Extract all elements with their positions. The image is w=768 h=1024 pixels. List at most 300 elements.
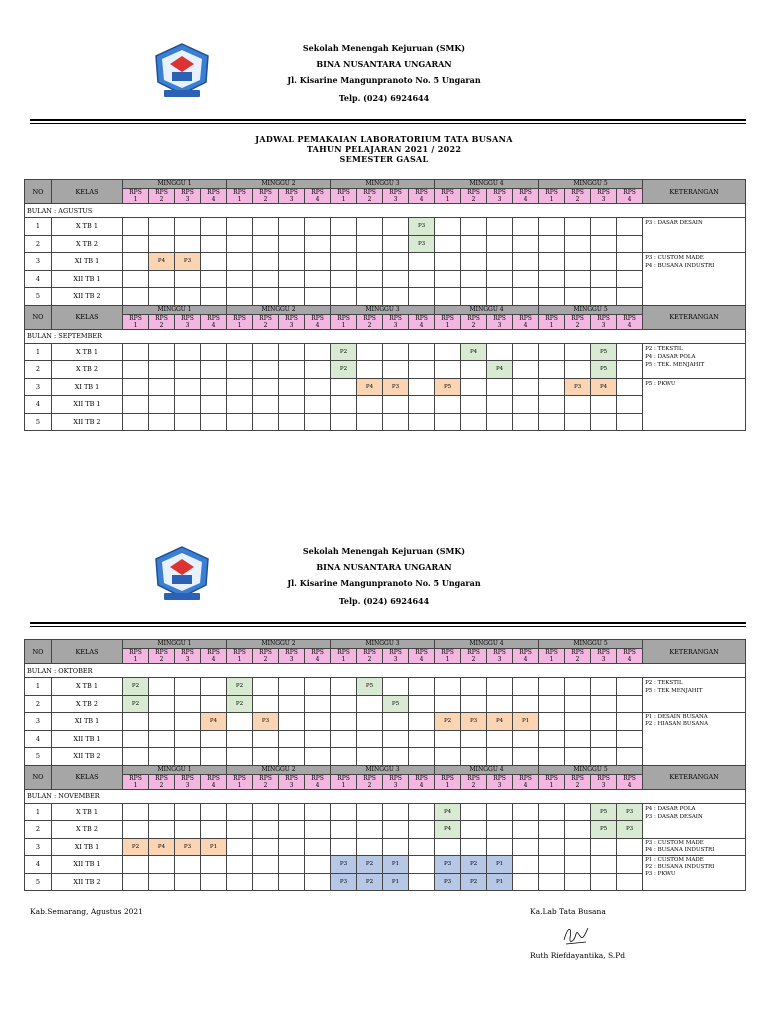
week-header: MINGGU 4 [435, 765, 539, 774]
table-row [25, 235, 746, 253]
class-name: XII TB 2 [52, 748, 123, 766]
schedule-cell [409, 803, 435, 821]
schedule-cell [565, 235, 591, 253]
col-no-header: NO [25, 640, 52, 664]
table-row [25, 713, 746, 731]
rps-number: 3 [497, 196, 502, 203]
schedule-cell-filled: P5 [435, 378, 461, 396]
schedule-cell [149, 821, 175, 839]
schedule-cell [461, 748, 487, 766]
rps-label: RPS [519, 774, 532, 782]
schedule-cell [461, 270, 487, 288]
schedule-cell [305, 378, 331, 396]
schedule-cell [175, 343, 201, 361]
rps-number: 2 [159, 656, 164, 663]
schedule-cell [253, 361, 279, 379]
row-number: 2 [25, 361, 52, 379]
schedule-cell [565, 288, 591, 306]
schedule-cell [409, 821, 435, 839]
rps-number: 1 [341, 321, 346, 329]
schedule-cell-filled: P4 [149, 838, 175, 856]
schedule-cell [201, 695, 227, 713]
rps-number: 4 [315, 656, 320, 663]
table-row [25, 803, 746, 821]
schedule-cell [357, 235, 383, 253]
schedule-cell [383, 730, 409, 748]
schedule-cell [617, 288, 643, 306]
schedule-cell-filled: P3 [461, 713, 487, 731]
week-header: MINGGU 5 [539, 180, 643, 189]
rps-header [565, 649, 591, 664]
rps-number: 4 [315, 781, 320, 789]
schedule-cell [253, 343, 279, 361]
schedule-cell [149, 695, 175, 713]
schedule-cell [435, 730, 461, 748]
schedule-cell [175, 873, 201, 891]
schedule-cell [227, 838, 253, 856]
rps-number: 3 [601, 656, 606, 663]
header-row [25, 305, 746, 314]
schedule-cell [149, 396, 175, 414]
schedule-cell [409, 343, 435, 361]
schedule-cell [383, 288, 409, 306]
schedule-cell-filled: P4 [149, 253, 175, 271]
week-header: MINGGU 1 [123, 765, 227, 774]
month-row [25, 204, 746, 218]
rps-label: RPS [389, 649, 402, 656]
rps-label: RPS [233, 774, 246, 782]
schedule-cell [123, 873, 149, 891]
rps-header [617, 649, 643, 664]
schedule-cell-filled: P3 [617, 803, 643, 821]
rps-header [487, 774, 513, 789]
schedule-cell [175, 218, 201, 236]
rps-header [513, 649, 539, 664]
schedule-cell [539, 678, 565, 696]
rps-header [123, 649, 149, 664]
rps-label: RPS [259, 649, 272, 656]
rps-header [461, 314, 487, 329]
schedule-cell [487, 288, 513, 306]
row-number: 3 [25, 253, 52, 271]
schedule-cell [305, 856, 331, 874]
rps-label: RPS [597, 314, 610, 322]
schedule-cell [253, 873, 279, 891]
schedule-cell [149, 270, 175, 288]
letterhead-1 [0, 40, 768, 140]
schedule-cell [539, 803, 565, 821]
schedule-cell [461, 235, 487, 253]
row-number: 4 [25, 730, 52, 748]
schedule-cell [539, 396, 565, 414]
schedule-cell [591, 713, 617, 731]
schedule-cell [357, 288, 383, 306]
row-number: 4 [25, 856, 52, 874]
schedule-cell [253, 396, 279, 414]
schedule-cell [565, 803, 591, 821]
row-number: 1 [25, 218, 52, 236]
rps-number: 3 [393, 781, 398, 789]
rps-label: RPS [623, 314, 636, 322]
schedule-cell [487, 270, 513, 288]
schedule-cell-filled: P5 [383, 695, 409, 713]
schedule-cell [279, 288, 305, 306]
schedule-cell [617, 695, 643, 713]
schedule-cell [409, 873, 435, 891]
schedule-cell-filled: P4 [591, 378, 617, 396]
schedule-cell [227, 361, 253, 379]
table-row [25, 343, 746, 361]
schedule-cell [435, 748, 461, 766]
week-header: MINGGU 4 [435, 305, 539, 314]
rps-number: 2 [471, 656, 476, 663]
schedule-cell [357, 803, 383, 821]
schedule-cell [565, 821, 591, 839]
schedule-cell [227, 873, 253, 891]
schedule-cell [305, 396, 331, 414]
schedule-cell [305, 695, 331, 713]
schedule-cell [435, 218, 461, 236]
rps-header [331, 189, 357, 204]
rps-number: 2 [367, 196, 372, 203]
schedule-cell [253, 856, 279, 874]
rps-number: 4 [523, 196, 528, 203]
table-row [25, 856, 746, 874]
schedule-cell [357, 713, 383, 731]
rps-label: RPS [285, 649, 298, 656]
schedule-cell [539, 235, 565, 253]
schedule-cell [175, 695, 201, 713]
schedule-cell [227, 413, 253, 431]
rps-header [539, 189, 565, 204]
rps-label: RPS [493, 649, 506, 656]
page-title: JADWAL PEMAKAIAN LABORATORIUM TATA BUSANA [255, 134, 513, 144]
schedule-cell [383, 748, 409, 766]
schedule-cell-filled: P3 [409, 218, 435, 236]
note-line: P3 : CUSTOM MADE [645, 255, 704, 261]
schedule-cell [227, 288, 253, 306]
rps-header [123, 189, 149, 204]
schedule-cell [565, 361, 591, 379]
rps-number: 3 [393, 196, 398, 203]
page-subtitle: TAHUN PELAJARAN 2021 / 2022 [306, 144, 462, 154]
schedule-cell [461, 695, 487, 713]
schedule-cell [617, 873, 643, 891]
rps-header [149, 314, 175, 329]
schedule-cell [279, 378, 305, 396]
col-keterangan-header: KETERANGAN [643, 640, 746, 664]
schedule-cell [149, 218, 175, 236]
note-line: P1 : CUSTOM MADE [645, 857, 704, 863]
keterangan-note [643, 678, 746, 713]
schedule-cell [591, 838, 617, 856]
rps-header [591, 774, 617, 789]
schedule-cell [175, 730, 201, 748]
rps-number: 1 [237, 321, 242, 329]
rps-number: 2 [263, 656, 268, 663]
week-header: MINGGU 2 [227, 765, 331, 774]
schedule-cell [123, 748, 149, 766]
schedule-cell [279, 218, 305, 236]
schedule-cell [227, 748, 253, 766]
rps-number: 1 [341, 656, 346, 663]
schedule-cell [279, 838, 305, 856]
class-name: XI TB 1 [52, 253, 123, 271]
keterangan-note [643, 378, 746, 431]
schedule-cell [565, 270, 591, 288]
schedule-cell [591, 748, 617, 766]
table-row [25, 253, 746, 271]
schedule-cell-filled: P3 [617, 821, 643, 839]
rps-label: RPS [285, 314, 298, 322]
rps-header [591, 649, 617, 664]
schedule-cell [279, 235, 305, 253]
rps-number: 1 [133, 781, 138, 789]
schedule-cell [123, 730, 149, 748]
schedule-cell [201, 678, 227, 696]
schedule-cell [617, 218, 643, 236]
schedule-cell [383, 413, 409, 431]
schedule-cell [513, 678, 539, 696]
schedule-cell [539, 713, 565, 731]
schedule-cell [253, 821, 279, 839]
schedule-cell-filled: P1 [383, 873, 409, 891]
schedule-cell [123, 713, 149, 731]
rps-header [357, 314, 383, 329]
schedule-cell [149, 730, 175, 748]
schedule-cell [409, 396, 435, 414]
rps-header [461, 774, 487, 789]
rps-header [253, 314, 279, 329]
header-row [25, 774, 746, 789]
schedule-cell [357, 821, 383, 839]
table-row [25, 730, 746, 748]
schedule-cell [461, 730, 487, 748]
class-name: X TB 1 [52, 218, 123, 236]
schedule-cell [149, 378, 175, 396]
schedule-cell [149, 361, 175, 379]
schedule-cell [253, 695, 279, 713]
rps-header [461, 189, 487, 204]
rps-number: 4 [419, 656, 424, 663]
schedule-cell [175, 678, 201, 696]
schedule-cell [513, 343, 539, 361]
schedule-cell [565, 873, 591, 891]
rps-number: 1 [133, 196, 138, 203]
month-label: BULAN : SEPTEMBER [25, 329, 746, 343]
schedule-cell [565, 695, 591, 713]
rps-header [253, 649, 279, 664]
rps-label: RPS [441, 649, 454, 656]
schedule-cell [123, 361, 149, 379]
schedule-cell [539, 361, 565, 379]
schedule-cell [331, 253, 357, 271]
schedule-cell [305, 343, 331, 361]
schedule-cell [331, 270, 357, 288]
rps-label: RPS [467, 314, 480, 322]
rps-number: 3 [185, 196, 190, 203]
rps-header [175, 649, 201, 664]
schedule-cell [175, 378, 201, 396]
week-header: MINGGU 4 [435, 640, 539, 649]
keterangan-note [643, 218, 746, 253]
schedule-cell [461, 678, 487, 696]
rps-number: 4 [523, 781, 528, 789]
rps-header [201, 649, 227, 664]
schedule-cell-filled: P4 [487, 713, 513, 731]
rps-label: RPS [311, 314, 324, 322]
schedule-cell [175, 288, 201, 306]
schedule-cell [123, 235, 149, 253]
rps-number: 3 [289, 656, 294, 663]
rps-number: 3 [497, 656, 502, 663]
schedule-cell [331, 713, 357, 731]
rps-number: 4 [211, 321, 216, 329]
schedule-cell [357, 270, 383, 288]
schedule-cell [123, 253, 149, 271]
rps-label: RPS [597, 649, 610, 656]
rps-header [409, 314, 435, 329]
keterangan-note [643, 803, 746, 838]
schedule-table [24, 639, 746, 891]
schedule-cell [149, 413, 175, 431]
note-line: P3 : DASAR DESAIN [645, 220, 703, 226]
schedule-cell [383, 343, 409, 361]
rps-header [175, 314, 201, 329]
schedule-cell [201, 413, 227, 431]
rps-label: RPS [259, 189, 272, 196]
rps-label: RPS [207, 314, 220, 322]
schedule-cell [487, 235, 513, 253]
schedule-cell [305, 288, 331, 306]
schedule-cell [591, 873, 617, 891]
class-name: X TB 1 [52, 803, 123, 821]
table-row [25, 288, 746, 306]
schedule-cell [591, 288, 617, 306]
rps-header [175, 774, 201, 789]
class-name: X TB 1 [52, 343, 123, 361]
schedule-cell [487, 378, 513, 396]
week-header: MINGGU 1 [123, 305, 227, 314]
rps-header [383, 314, 409, 329]
schedule-cell [227, 218, 253, 236]
row-number: 2 [25, 821, 52, 839]
rps-label: RPS [337, 774, 350, 782]
schedule-cell [305, 678, 331, 696]
schedule-cell [409, 288, 435, 306]
rps-header [305, 189, 331, 204]
schedule-cell [461, 821, 487, 839]
school-name: BINA NUSANTARA UNGARAN [316, 562, 452, 572]
schedule-cell [201, 856, 227, 874]
rps-number: 4 [211, 196, 216, 203]
schedule-cell [253, 678, 279, 696]
schedule-cell-filled: P3 [331, 856, 357, 874]
school-type: Sekolah Menengah Kejuruan (SMK) [302, 546, 466, 556]
class-name: XI TB 1 [52, 838, 123, 856]
class-name: XII TB 2 [52, 413, 123, 431]
schedule-cell-filled: P4 [461, 343, 487, 361]
schedule-cell [331, 748, 357, 766]
schedule-cell [383, 361, 409, 379]
rps-number: 3 [393, 321, 398, 329]
schedule-cell [513, 378, 539, 396]
header-row [25, 314, 746, 329]
rps-header [513, 314, 539, 329]
schedule-cell [591, 856, 617, 874]
schedule-cell [201, 270, 227, 288]
schedule-cell-filled: P1 [201, 838, 227, 856]
schedule-cell [175, 803, 201, 821]
schedule-cell [591, 270, 617, 288]
schedule-cell [383, 253, 409, 271]
col-no-header: NO [25, 305, 52, 329]
month-label: BULAN : AGUSTUS [25, 204, 746, 218]
rps-label: RPS [623, 649, 636, 656]
schedule-cell [123, 396, 149, 414]
schedule-cell [149, 748, 175, 766]
rps-header [227, 189, 253, 204]
schedule-cell [175, 396, 201, 414]
note-line: P2 : BUSANA INDUSTRI [645, 864, 715, 870]
rps-number: 2 [263, 781, 268, 789]
schedule-cell-filled: P2 [357, 856, 383, 874]
rps-number: 3 [601, 321, 606, 329]
schedule-cell-filled: P2 [357, 873, 383, 891]
week-header: MINGGU 2 [227, 305, 331, 314]
schedule-cell [383, 235, 409, 253]
schedule-cell [331, 803, 357, 821]
rps-header [201, 189, 227, 204]
schedule-cell [331, 678, 357, 696]
note-line: P4 : BUSANA INDUSTRI [645, 846, 715, 853]
schedule-cell [227, 803, 253, 821]
schedule-cell [305, 748, 331, 766]
rps-label: RPS [363, 314, 376, 322]
schedule-cell [279, 361, 305, 379]
schedule-cell [539, 413, 565, 431]
schedule-cell [539, 288, 565, 306]
schedule-cell-filled: P3 [175, 838, 201, 856]
row-number: 5 [25, 748, 52, 766]
schedule-cell [461, 253, 487, 271]
row-number: 5 [25, 288, 52, 306]
rps-label: RPS [415, 649, 428, 656]
schedule-cell [435, 270, 461, 288]
schedule-cell [435, 695, 461, 713]
week-header: MINGGU 1 [123, 180, 227, 189]
schedule-cell [461, 413, 487, 431]
rps-number: 4 [419, 781, 424, 789]
schedule-cell-filled: P1 [383, 856, 409, 874]
school-logo-icon [152, 42, 212, 100]
rps-label: RPS [129, 189, 142, 196]
school-phone: Telp. (024) 6924644 [338, 93, 430, 103]
schedule-cell-filled: P1 [513, 713, 539, 731]
schedule-cell [279, 873, 305, 891]
col-keterangan-header: KETERANGAN [643, 305, 746, 329]
rps-label: RPS [467, 774, 480, 782]
schedule-cell-filled: P5 [591, 343, 617, 361]
row-number: 3 [25, 378, 52, 396]
rps-label: RPS [389, 314, 402, 322]
schedule-cell [331, 413, 357, 431]
schedule-cell [383, 838, 409, 856]
schedule-cell [357, 343, 383, 361]
rps-label: RPS [181, 649, 194, 656]
schedule-cell [539, 748, 565, 766]
rps-number: 2 [575, 321, 580, 329]
